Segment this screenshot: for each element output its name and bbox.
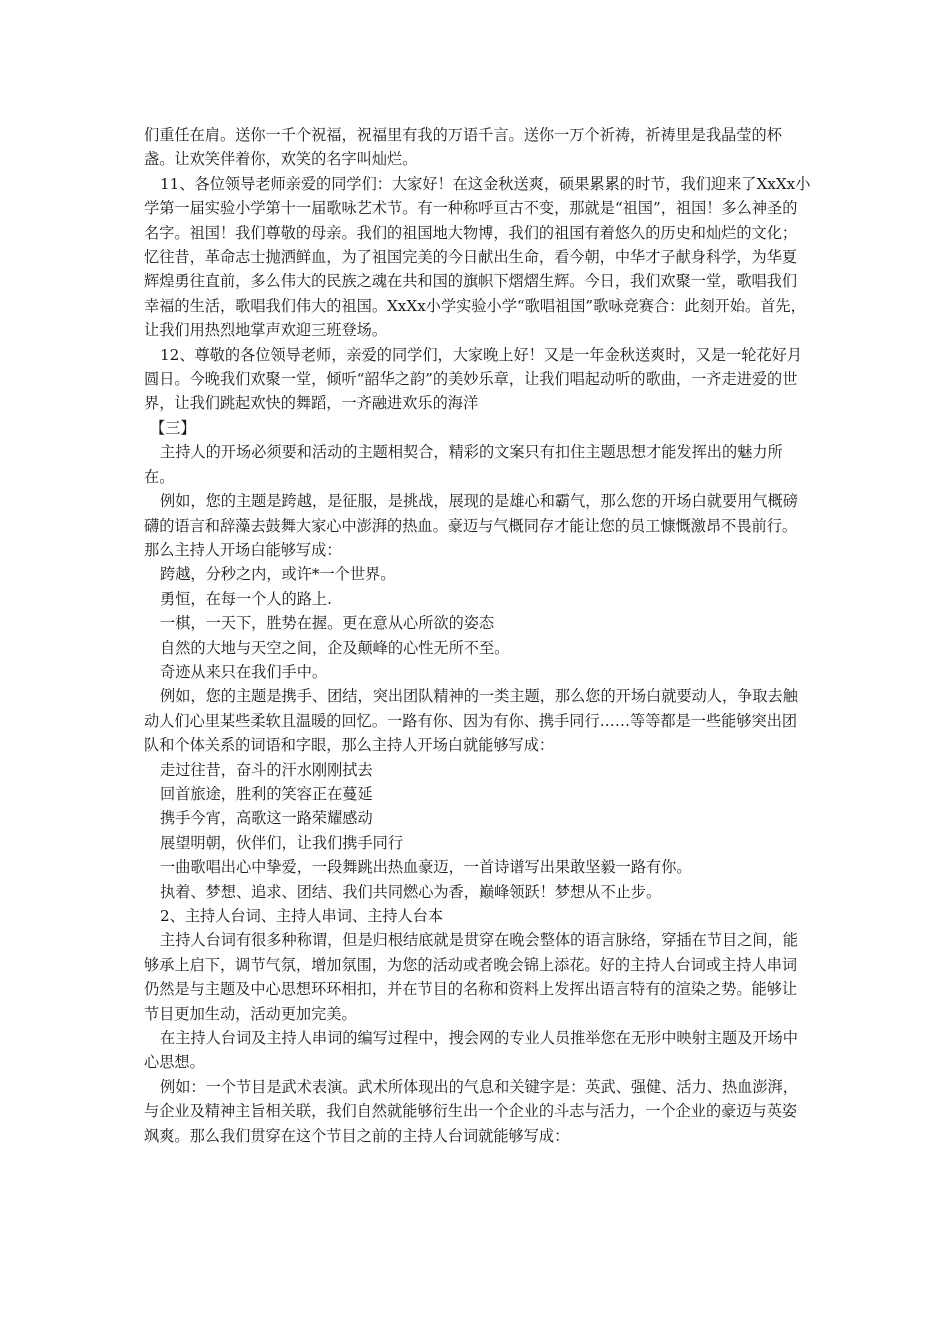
poem-line: 一曲歌唱出心中挚爱，一段舞跳出热血豪迈，一首诗谱写出果敢坚毅一路有你。 <box>160 858 692 877</box>
subsection-heading: 2、主持人台词、主持人串词、主持人台本 <box>160 907 444 925</box>
paragraph-item-11: 11、各位领导老师亲爱的同学们：大家好！在这金秋送爽，硕果累累的时节，我们迎来了XxXx小学第一届实验小学第十一届歌咏艺术节。有一种称呼亘古不变，那就是“祖国”，祖国！多么神圣的名字。祖国！我们尊敬的母亲。我们的祖国地大物博，我们的祖国有着悠久的历史和灿烂的文化；忆往昔，革命志士抛洒鲜血，为了祖国完美的今日献出生命，看今朝，中华才子献身科学，为华夏辉煌勇往直前，多么伟大的民族之魂在共和国的旗帜下熠熠生辉。今日，我们欢聚一堂，歌唱我们幸福的生活，歌唱我们伟大的祖国。XxXx小学实验小学“歌唱祖国”歌咏竞赛合：此刻开始。首先，让我们用热烈地掌声欢迎三班登场。 <box>144 174 811 340</box>
paragraph: 例如：一个节目是武术表演。武术所体现出的气息和关键字是：英武、强健、活力、热血澎湃，与企业及精神主旨相关联，我们自然就能够衍生出一个企业的斗志与活力，一个企业的豪迈与英姿飒爽。那么我们贯穿在这个节目之前的主持人台词就能够写成： <box>144 1077 798 1145</box>
paragraph: 在主持人台词及主持人串词的编写过程中，搜会网的专业人员推举您在无形中映射主题及开场中心思想。 <box>144 1029 798 1072</box>
poem-line: 回首旅途，胜利的笑容正在蔓延 <box>160 784 373 803</box>
poem-line: 一棋，一天下，胜势在握。更在意从心所欲的姿态 <box>160 614 495 633</box>
paragraph-continuation: 们重任在肩。送你一千个祝福，祝福里有我的万语千言。送你一万个祈祷，祈祷里是我晶莹的杯盏。让欢笑伴着你，欢笑的名字叫灿烂。 <box>144 126 782 169</box>
poem-line: 跨越，分秒之内，或许*一个世界。 <box>160 565 396 584</box>
paragraph: 主持人台词有很多种称谓，但是归根结底就是贯穿在晚会整体的语言脉络，穿插在节目之间，能够承上启下，调节气氛，增加氛围，为您的活动或者晚会锦上添花。好的主持人台词或主持人串词仍然是与主题及中心思想环环相扣，并在节目的名称和资料上发挥出语言特有的渲染之势。能够让节目更加生动，活动更加完美。 <box>144 931 798 1023</box>
poem-line: 执着、梦想、追求、团结、我们共同燃心为香，巅峰领跃！梦想从不止步。 <box>160 882 662 901</box>
poem-line: 奇迹从来只在我们手中。 <box>160 662 328 681</box>
paragraph: 例如，您的主题是携手、团结，突出团队精神的一类主题，那么您的开场白就要动人，争取去触动人们心里某些柔软且温暖的回忆。一路有你、因为有你、携手同行……等等都是一些能够突出团队和个体关系的词语和字眼，那么主持人开场白就能够写成： <box>144 687 798 755</box>
poem-line: 勇恒，在每一个人的路上. <box>160 589 332 608</box>
document-body <box>144 123 812 1148</box>
paragraph: 主持人的开场必须要和活动的主题相契合，精彩的文案只有扣住主题思想才能发挥出的魅力所在。 <box>144 443 783 486</box>
paragraph-item-12: 12、尊敬的各位领导老师，亲爱的同学们，大家晚上好！又是一年金秋送爽时，又是一轮花好月圆日。今晚我们欢聚一堂，倾听“韶华之韵”的美妙乐章，让我们唱起动听的歌曲，一齐走进爱的世界，让我们跳起欢快的舞蹈，一齐融进欢乐的海洋 <box>144 345 803 413</box>
poem-line: 走过往昔，奋斗的汗水刚刚拭去 <box>160 760 373 779</box>
poem-line: 展望明朝，伙伴们，让我们携手同行 <box>160 833 403 852</box>
poem-line: 携手今宵，高歌这一路荣耀感动 <box>160 809 373 828</box>
poem-line: 自然的大地与天空之间，企及颠峰的心性无所不至。 <box>160 638 510 657</box>
paragraph: 例如，您的主题是跨越，是征服，是挑战，展现的是雄心和霸气，那么您的开场白就要用气概磅礴的语言和辞藻去鼓舞大家心中澎湃的热血。豪迈与气概同存才能让您的员工慷慨激昂不畏前行。那么主持人开场白能够写成： <box>144 492 798 559</box>
section-heading: 【三】 <box>150 418 196 437</box>
